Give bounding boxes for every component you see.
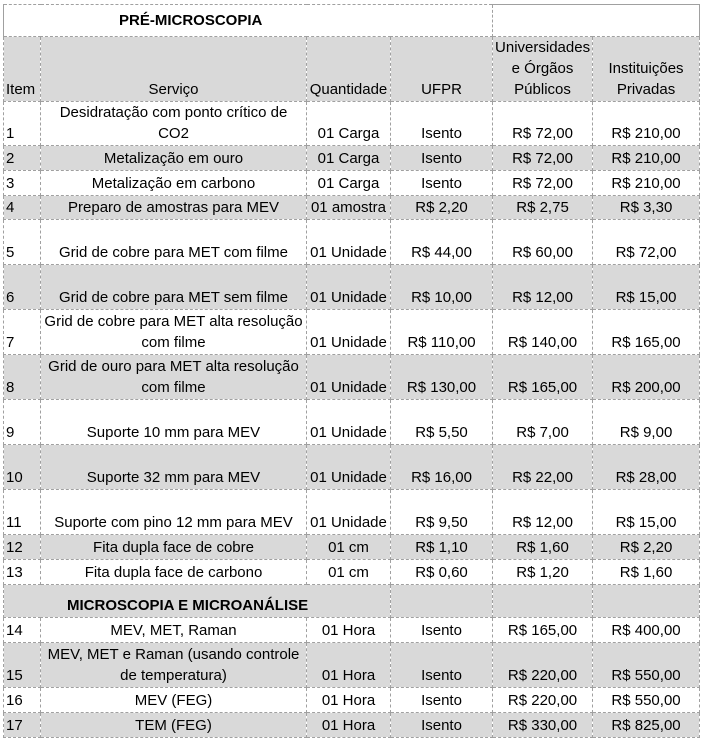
cell-instituicoes: R$ 400,00 — [593, 618, 700, 643]
cell-ufpr: R$ 130,00 — [391, 355, 493, 400]
cell-item: 5 — [4, 220, 41, 265]
table-row — [4, 618, 700, 643]
section-row-micro — [4, 585, 700, 618]
header-servico: Serviço — [41, 37, 307, 102]
cell-ufpr: R$ 10,00 — [391, 265, 493, 310]
cell-universidades: R$ 165,00 — [493, 618, 593, 643]
cell-instituicoes: R$ 2,20 — [593, 535, 700, 560]
cell-ufpr: Isento — [391, 146, 493, 171]
cell-instituicoes: R$ 72,00 — [593, 220, 700, 265]
cell-ufpr: Isento — [391, 713, 493, 738]
cell-instituicoes: R$ 15,00 — [593, 265, 700, 310]
cell-quantidade: 01 Unidade — [307, 400, 391, 445]
cell-item: 6 — [4, 265, 41, 310]
section-title-row — [4, 5, 700, 37]
table-row — [4, 196, 700, 220]
cell-item: 11 — [4, 490, 41, 535]
cell-ufpr: Isento — [391, 618, 493, 643]
section-blank-cell — [593, 585, 700, 618]
cell-ufpr: R$ 16,00 — [391, 445, 493, 490]
cell-item: 3 — [4, 171, 41, 196]
cell-instituicoes: R$ 200,00 — [593, 355, 700, 400]
cell-universidades: R$ 2,75 — [493, 196, 593, 220]
cell-ufpr: R$ 2,20 — [391, 196, 493, 220]
cell-servico: Fita dupla face de cobre — [41, 535, 307, 560]
cell-universidades: R$ 1,60 — [493, 535, 593, 560]
cell-instituicoes: R$ 210,00 — [593, 146, 700, 171]
cell-item: 10 — [4, 445, 41, 490]
cell-servico: Grid de cobre para MET sem filme — [41, 265, 307, 310]
table-row — [4, 355, 700, 400]
cell-quantidade: 01 cm — [307, 560, 391, 585]
cell-quantidade: 01 Unidade — [307, 490, 391, 535]
cell-universidades: R$ 72,00 — [493, 146, 593, 171]
cell-item: 2 — [4, 146, 41, 171]
cell-instituicoes: R$ 15,00 — [593, 490, 700, 535]
cell-instituicoes: R$ 210,00 — [593, 102, 700, 146]
cell-instituicoes: R$ 3,30 — [593, 196, 700, 220]
table-row — [4, 560, 700, 585]
header-item: Item — [4, 37, 41, 102]
table-row — [4, 171, 700, 196]
cell-item: 8 — [4, 355, 41, 400]
table-row — [4, 643, 700, 688]
cell-instituicoes: R$ 9,00 — [593, 400, 700, 445]
cell-item: 4 — [4, 196, 41, 220]
section-title-pre: PRÉ-MICROSCOPIA — [4, 5, 493, 37]
table-row — [4, 310, 700, 355]
table-row — [4, 146, 700, 171]
table-row — [4, 445, 700, 490]
cell-item: 17 — [4, 713, 41, 738]
cell-quantidade: 01 Unidade — [307, 310, 391, 355]
cell-item: 9 — [4, 400, 41, 445]
table-row — [4, 713, 700, 738]
cell-universidades: R$ 72,00 — [493, 171, 593, 196]
cell-instituicoes: R$ 210,00 — [593, 171, 700, 196]
cell-servico: Suporte 10 mm para MEV — [41, 400, 307, 445]
cell-instituicoes: R$ 825,00 — [593, 713, 700, 738]
cell-instituicoes: R$ 165,00 — [593, 310, 700, 355]
section-title-micro: MICROSCOPIA E MICROANÁLISE — [4, 585, 391, 618]
cell-servico: MEV, MET, Raman — [41, 618, 307, 643]
cell-ufpr: R$ 44,00 — [391, 220, 493, 265]
header-quantidade: Quantidade — [307, 37, 391, 102]
header-universidades: Universidades e Órgãos Públicos — [493, 37, 593, 102]
cell-servico: MEV (FEG) — [41, 688, 307, 713]
cell-quantidade: 01 Unidade — [307, 265, 391, 310]
cell-quantidade: 01 Hora — [307, 618, 391, 643]
section-blank-cell — [493, 585, 593, 618]
cell-universidades: R$ 165,00 — [493, 355, 593, 400]
table-row — [4, 400, 700, 445]
cell-quantidade: 01 Carga — [307, 171, 391, 196]
cell-ufpr: Isento — [391, 643, 493, 688]
cell-servico: Fita dupla face de carbono — [41, 560, 307, 585]
cell-ufpr: Isento — [391, 102, 493, 146]
cell-item: 1 — [4, 102, 41, 146]
table-row — [4, 688, 700, 713]
cell-servico: Grid de ouro para MET alta resolução com filme — [41, 355, 307, 400]
cell-ufpr: R$ 1,10 — [391, 535, 493, 560]
cell-servico: Metalização em carbono — [41, 171, 307, 196]
cell-quantidade: 01 Carga — [307, 146, 391, 171]
section-blank-cell — [391, 585, 493, 618]
cell-servico: Grid de cobre para MET com filme — [41, 220, 307, 265]
cell-servico: Suporte com pino 12 mm para MEV — [41, 490, 307, 535]
cell-instituicoes: R$ 28,00 — [593, 445, 700, 490]
cell-item: 16 — [4, 688, 41, 713]
cell-universidades: R$ 220,00 — [493, 643, 593, 688]
cell-quantidade: 01 Unidade — [307, 220, 391, 265]
table-row — [4, 102, 700, 146]
cell-servico: Suporte 32 mm para MEV — [41, 445, 307, 490]
cell-ufpr: R$ 0,60 — [391, 560, 493, 585]
price-table — [3, 4, 700, 738]
header-row — [4, 37, 700, 102]
header-ufpr: UFPR — [391, 37, 493, 102]
cell-item: 15 — [4, 643, 41, 688]
cell-quantidade: 01 Hora — [307, 713, 391, 738]
cell-quantidade: 01 cm — [307, 535, 391, 560]
cell-quantidade: 01 Carga — [307, 102, 391, 146]
cell-universidades: R$ 220,00 — [493, 688, 593, 713]
cell-servico: MEV, MET e Raman (usando controle de temperatura) — [41, 643, 307, 688]
table-row — [4, 490, 700, 535]
cell-quantidade: 01 Unidade — [307, 445, 391, 490]
table-row — [4, 220, 700, 265]
section-title-blank — [493, 5, 700, 37]
cell-ufpr: R$ 5,50 — [391, 400, 493, 445]
header-instituicoes: Instituições Privadas — [593, 37, 700, 102]
cell-universidades: R$ 22,00 — [493, 445, 593, 490]
cell-instituicoes: R$ 550,00 — [593, 643, 700, 688]
cell-item: 12 — [4, 535, 41, 560]
cell-servico: Metalização em ouro — [41, 146, 307, 171]
cell-quantidade: 01 Hora — [307, 688, 391, 713]
cell-universidades: R$ 140,00 — [493, 310, 593, 355]
cell-universidades: R$ 12,00 — [493, 490, 593, 535]
cell-universidades: R$ 330,00 — [493, 713, 593, 738]
cell-servico: Grid de cobre para MET alta resolução com filme — [41, 310, 307, 355]
cell-ufpr: Isento — [391, 688, 493, 713]
cell-ufpr: R$ 110,00 — [391, 310, 493, 355]
cell-universidades: R$ 60,00 — [493, 220, 593, 265]
cell-servico: Preparo de amostras para MEV — [41, 196, 307, 220]
cell-universidades: R$ 72,00 — [493, 102, 593, 146]
table-row — [4, 265, 700, 310]
table-row — [4, 535, 700, 560]
cell-ufpr: Isento — [391, 171, 493, 196]
cell-ufpr: R$ 9,50 — [391, 490, 493, 535]
cell-item: 7 — [4, 310, 41, 355]
cell-universidades: R$ 12,00 — [493, 265, 593, 310]
cell-universidades: R$ 7,00 — [493, 400, 593, 445]
cell-servico: TEM (FEG) — [41, 713, 307, 738]
cell-quantidade: 01 Hora — [307, 643, 391, 688]
cell-universidades: R$ 1,20 — [493, 560, 593, 585]
cell-item: 14 — [4, 618, 41, 643]
cell-quantidade: 01 amostra — [307, 196, 391, 220]
cell-instituicoes: R$ 550,00 — [593, 688, 700, 713]
cell-instituicoes: R$ 1,60 — [593, 560, 700, 585]
cell-item: 13 — [4, 560, 41, 585]
cell-quantidade: 01 Unidade — [307, 355, 391, 400]
cell-servico: Desidratação com ponto crítico de CO2 — [41, 102, 307, 146]
